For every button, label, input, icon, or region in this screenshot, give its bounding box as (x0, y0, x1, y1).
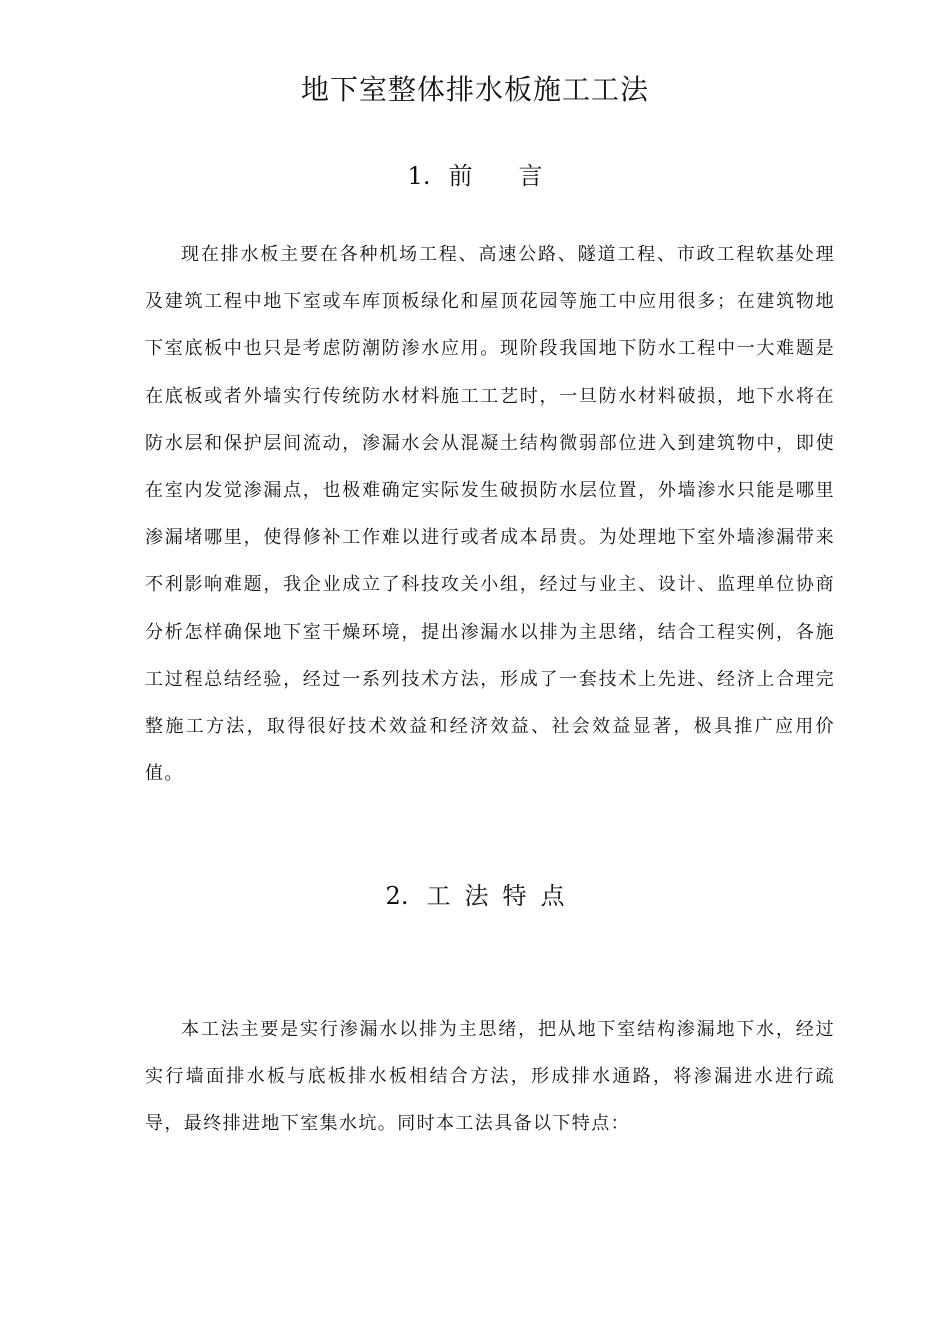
section-title: 工法特点 (426, 882, 579, 910)
section-heading-preface (0, 158, 950, 194)
section-heading-features (0, 878, 950, 914)
section-number: 2. (385, 882, 409, 910)
section-number: 1. (407, 162, 431, 190)
section-title: 前言 (448, 162, 589, 190)
features-paragraph: 本工法主要是实行渗漏水以排为主思绪，把从地下室结构渗漏地下水，经过实行墙面排水板与底板排水板相结合方法，形成排水通路，将渗漏进水进行疏导，最终排进地下室集水坑。同时本工法具备以下特点： (145, 1019, 835, 1135)
document-title: 地下室整体排水板施工工法 (300, 73, 649, 106)
preface-paragraph: 现在排水板主要在各种机场工程、高速公路、隧道工程、市政工程软基处理及建筑工程中地下室或车库顶板绿化和屋顶花园等施工中应用很多；在建筑物地下室底板中也只是考虑防潮防渗水应用。现阶段我国地下防水工程中一大难题是在底板或者外墙实行传统防水材料施工工艺时，一旦防水材料破损，地下水将在防水层和保护层间流动，渗漏水会从混凝土结构微弱部位进入到建筑物中，即使在室内发觉渗漏点，也极难确定实际发生破损防水层位置，外墙渗水只能是哪里渗漏堵哪里，使得修补工作难以进行或者成本昂贵。为处理地下室外墙渗漏带来不利影响难题，我企业成立了科技攻关小组，经过与业主、设计、监理单位协商分析怎样确保地下室干燥环境，提出渗漏水以排为主思绪，结合工程实例，各施工过程总结经验，经过一系列技术方法，形成了一套技术上先进、经济上合理完整施工方法，取得很好技术效益和经济效益、社会效益显著，极具推广应用价值。 (145, 244, 835, 785)
